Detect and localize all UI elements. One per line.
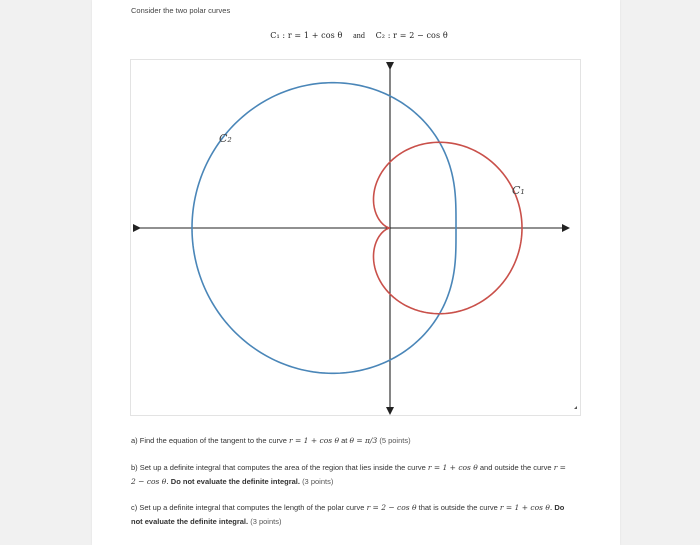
polar-graph bbox=[130, 59, 581, 416]
intro-text: Consider the two polar curves bbox=[131, 6, 231, 15]
equation-c2: C₂ : r = 2 − cos θ bbox=[375, 31, 448, 40]
curve-equations bbox=[0, 31, 700, 40]
question-a: a) Find the equation of the tangent to the curve r = 1 + cos θ at θ = π/3 (5 points) bbox=[131, 436, 411, 445]
equation-c1: C₁ : r = 1 + cos θ bbox=[270, 31, 343, 40]
label-c1: C₁ bbox=[512, 184, 525, 197]
question-b: b) Set up a definite integral that computes the area of the region that lies inside the curve r = 1 + cos θ and outside the curve r = 2 − cos θ. Do not evaluate the definite integral. (3 points) bbox=[131, 463, 566, 486]
equation-and: and bbox=[353, 31, 365, 40]
question-c: c) Set up a definite integral that computes the length of the polar curve r = 2 − cos θ that is outside the curve r = 1 + cos θ. Do not evaluate the definite integral. (3 points) bbox=[131, 503, 565, 526]
resize-corner-icon bbox=[574, 406, 577, 409]
label-c2: C₂ bbox=[219, 132, 232, 145]
polar-graph-svg bbox=[131, 60, 581, 416]
